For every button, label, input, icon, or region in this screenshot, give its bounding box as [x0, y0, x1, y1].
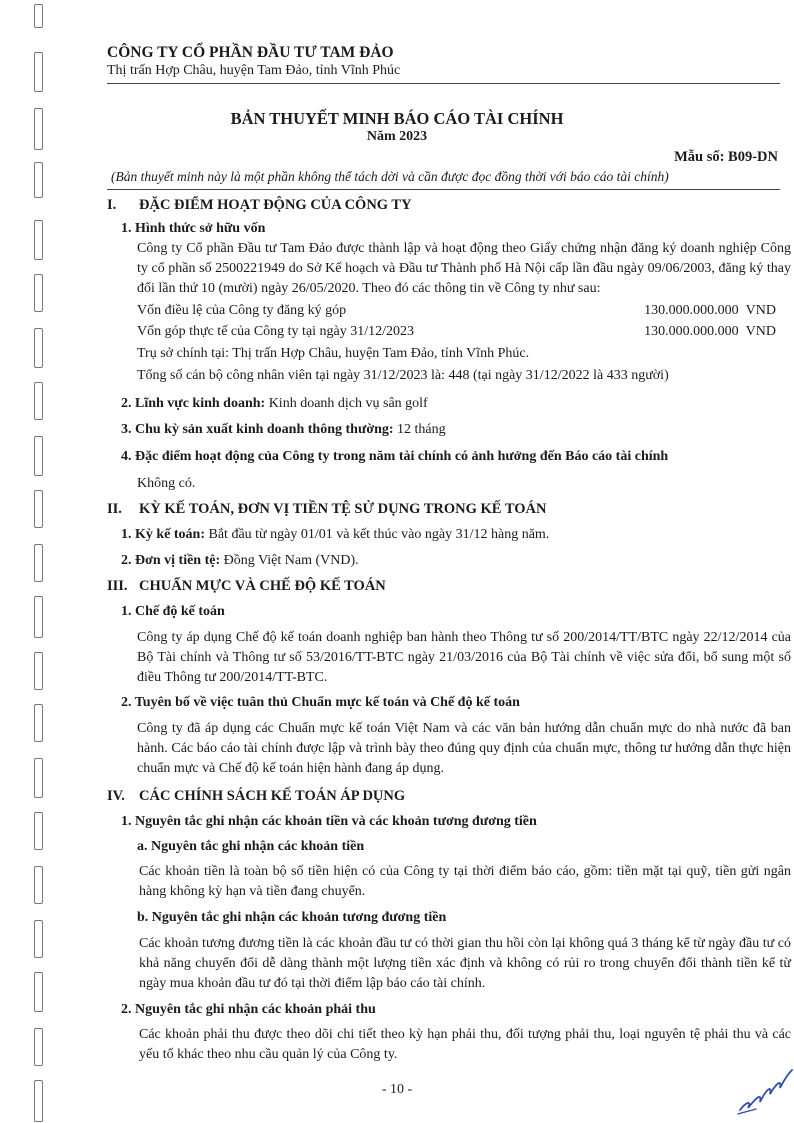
s1-4-text: Không có.	[137, 476, 196, 491]
s1-2-line	[121, 396, 428, 412]
staff-count: Tổng số cán bộ công nhân viên tại ngày 31/12/2023 là: 448 (tại ngày 31/12/2022 là 433 người)	[137, 368, 669, 383]
s4-2-title: 2. Nguyên tắc ghi nhận các khoản phải thu	[121, 1002, 376, 1017]
headquarters: Trụ sở chính tại: Thị trấn Hợp Châu, huyện Tam Đảo, tỉnh Vĩnh Phúc.	[137, 346, 530, 361]
company-address: Thị trấn Hợp Châu, huyện Tam Đảo, tỉnh Vĩnh Phúc	[107, 63, 401, 78]
company-name: CÔNG TY CỔ PHẦN ĐẦU TƯ TAM ĐẢO	[107, 44, 394, 61]
actual-capital-value	[644, 324, 776, 340]
form-number: Mẫu số: B09-DN	[674, 149, 778, 165]
s2-2-line	[121, 553, 359, 569]
section-3-number: III.	[107, 578, 128, 594]
charter-capital-unit: VND	[745, 303, 776, 318]
section-1-title: ĐẶC ĐIỂM HOẠT ĐỘNG CỦA CÔNG TY	[139, 197, 412, 213]
section-3-heading	[107, 578, 386, 595]
section-4-title: CÁC CHÍNH SÁCH KẾ TOÁN ÁP DỤNG	[139, 788, 406, 804]
signature-mark	[734, 1062, 794, 1117]
charter-capital-amount: 130.000.000.000	[644, 303, 739, 318]
s1-3-line	[121, 422, 446, 438]
s3-1-paragraph: Công ty áp dụng Chế độ kế toán doanh nghiệp ban hành theo Thông tư số 200/2014/TT/BTC ngày 22/12/2014 của Bộ Tài chính và Thông tư số 53/2016/TT-BTC ngày 21/03/2016 của Bộ Tài chính về việc sửa đổi, bổ sung một số điều Thông tư 200/2014/TT-BTC.	[137, 630, 791, 685]
section-2-number: II.	[107, 501, 122, 517]
section-1-number: I.	[107, 197, 117, 213]
section-2-title: KỲ KẾ TOÁN, ĐƠN VỊ TIỀN TỆ SỬ DỤNG TRONG KẾ TOÁN	[139, 501, 547, 517]
section-4-heading	[107, 788, 405, 805]
s1-1-paragraph: Công ty Cổ phần Đầu tư Tam Đảo được thành lập và hoạt động theo Giấy chứng nhận đăng ký doanh nghiệp Công ty cổ phần số 2500221949 do Sở Kế hoạch và Đầu tư Thành phố Hà Nội cấp lần đầu ngày 09/06/2003, đăng ký thay đổi lần thứ 10 (mười) ngày 26/05/2020. Theo đó các thông tin về Công ty như sau:	[137, 241, 791, 296]
charter-capital-label: Vốn điều lệ của Công ty đăng ký góp	[137, 303, 347, 318]
actual-capital-label: Vốn góp thực tế của Công ty tại ngày 31/12/2023	[137, 324, 415, 339]
section-3-title: CHUẨN MỰC VÀ CHẾ ĐỘ KẾ TOÁN	[139, 578, 386, 594]
header-rule	[107, 83, 780, 84]
s4-1b-title: b. Nguyên tắc ghi nhận các khoản tương đương tiền	[137, 910, 447, 925]
s4-2-paragraph: Các khoản phải thu được theo dõi chi tiết theo kỳ hạn phải thu, đối tượng phải thu, loại nguyên tệ phải thu và các yếu tố khác theo nhu cầu quản lý của Công ty.	[139, 1027, 791, 1062]
section-4-number: IV.	[107, 788, 125, 804]
document-title: BẢN THUYẾT MINH BÁO CÁO TÀI CHÍNH	[230, 109, 564, 128]
section-1-heading	[107, 197, 412, 214]
s1-2-label: 2. Lĩnh vực kinh doanh:	[121, 396, 266, 411]
s1-1-title: 1. Hình thức sở hữu vốn	[121, 221, 266, 236]
s1-2-text: Kinh doanh dịch vụ sân golf	[265, 396, 428, 411]
s2-1-line	[121, 527, 549, 543]
note-rule	[107, 189, 780, 190]
s2-1-label: 1. Kỳ kế toán:	[121, 527, 205, 542]
document-note: (Bản thuyết minh này là một phần không thể tách dời và cần được đọc đồng thời với báo cáo tài chính)	[111, 169, 669, 184]
s3-1-title: 1. Chế độ kế toán	[121, 604, 225, 619]
s2-2-text: Đồng Việt Nam (VND).	[220, 553, 359, 568]
s1-3-label: 3. Chu kỳ sản xuất kinh doanh thông thường:	[121, 422, 394, 437]
page-number: - 10 -	[381, 1082, 413, 1097]
s4-1-title: 1. Nguyên tắc ghi nhận các khoản tiền và các khoản tương đương tiền	[121, 814, 537, 829]
document-year: Năm 2023	[366, 129, 428, 144]
s1-4-title: 4. Đặc điểm hoạt động của Công ty trong năm tài chính có ảnh hưởng đến Báo cáo tài chính	[121, 449, 669, 464]
s4-1a-paragraph: Các khoản tiền là toàn bộ số tiền hiện có của Công ty tại thời điểm báo cáo, gồm: tiền mặt tại quỹ, tiền gửi ngân hàng không kỳ hạn và tiền đang chuyển.	[139, 864, 791, 899]
s3-2-title: 2. Tuyên bố về việc tuân thủ Chuẩn mực kế toán và Chế độ kế toán	[121, 695, 520, 710]
s1-3-text: 12 tháng	[393, 422, 446, 437]
s2-2-label: 2. Đơn vị tiền tệ:	[121, 553, 221, 568]
s3-2-paragraph: Công ty đã áp dụng các Chuẩn mực kế toán Việt Nam và các văn bản hướng dẫn chuẩn mực do nhà nước đã ban hành. Các báo cáo tài chính được lập và trình bày theo đúng quy định của chuẩn mực, thông tư hướng dẫn thực hiện chuẩn mực và Chế độ kế toán hiện hành đang áp dụng.	[137, 721, 791, 776]
actual-capital-unit: VND	[745, 324, 776, 339]
s4-1a-title: a. Nguyên tắc ghi nhận các khoản tiền	[137, 839, 365, 854]
section-2-heading	[107, 501, 546, 518]
s2-1-text: Bắt đầu từ ngày 01/01 và kết thúc vào ngày 31/12 hàng năm.	[205, 527, 550, 542]
actual-capital-amount: 130.000.000.000	[644, 324, 739, 339]
s4-1b-paragraph: Các khoản tương đương tiền là các khoản đầu tư có thời gian thu hồi còn lại không quá 3 tháng kể từ ngày đầu tư có khả năng chuyển đổi dễ dàng thành một lượng tiền xác định và không có rủi ro trong chuyển đổi thành tiền kể từ ngày mua khoản đầu tư đó tại thời điểm lập báo cáo tài chính.	[139, 936, 791, 991]
charter-capital-value	[644, 303, 776, 319]
